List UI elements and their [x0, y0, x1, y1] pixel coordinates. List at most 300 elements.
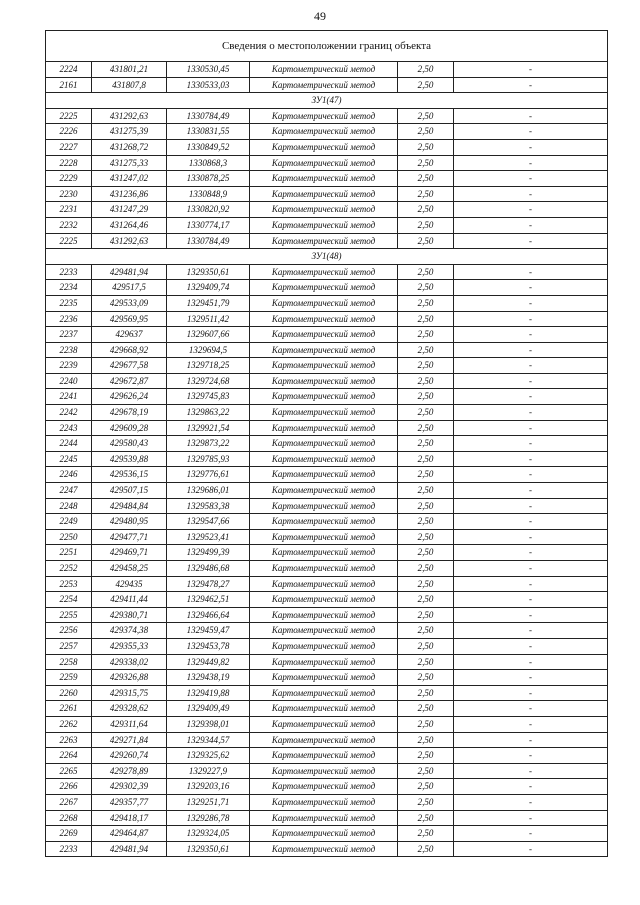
- x-coordinate-cell: 429481,94: [92, 841, 167, 857]
- x-coordinate-cell: 429338,02: [92, 654, 167, 670]
- table-row: [46, 217, 608, 233]
- method-cell: Картометрический метод: [250, 748, 398, 764]
- y-coordinate-cell: 1329745,83: [167, 389, 250, 405]
- x-coordinate-cell: 429315,75: [92, 685, 167, 701]
- method-cell: Картометрический метод: [250, 405, 398, 421]
- y-coordinate-cell: 1329921,54: [167, 420, 250, 436]
- y-coordinate-cell: 1329511,42: [167, 311, 250, 327]
- note-cell: -: [454, 233, 608, 249]
- method-cell: Картометрический метод: [250, 124, 398, 140]
- accuracy-cell: 2,50: [398, 342, 454, 358]
- accuracy-cell: 2,50: [398, 607, 454, 623]
- point-number-cell: 2241: [46, 389, 92, 405]
- accuracy-cell: 2,50: [398, 794, 454, 810]
- y-coordinate-cell: 1329466,64: [167, 607, 250, 623]
- note-cell: -: [454, 638, 608, 654]
- note-cell: -: [454, 483, 608, 499]
- y-coordinate-cell: 1330831,55: [167, 124, 250, 140]
- table-row: [46, 171, 608, 187]
- point-number-cell: 2242: [46, 405, 92, 421]
- point-number-cell: 2265: [46, 763, 92, 779]
- table-row: [46, 295, 608, 311]
- x-coordinate-cell: 429481,94: [92, 264, 167, 280]
- y-coordinate-cell: 1329607,66: [167, 327, 250, 343]
- method-cell: Картометрический метод: [250, 171, 398, 187]
- x-coordinate-cell: 431292,63: [92, 108, 167, 124]
- x-coordinate-cell: 431807,8: [92, 77, 167, 93]
- point-number-cell: 2256: [46, 623, 92, 639]
- note-cell: -: [454, 592, 608, 608]
- table-row: [46, 62, 608, 78]
- y-coordinate-cell: 1330784,49: [167, 108, 250, 124]
- method-cell: Картометрический метод: [250, 529, 398, 545]
- y-coordinate-cell: 1330878,25: [167, 171, 250, 187]
- point-number-cell: 2229: [46, 171, 92, 187]
- y-coordinate-cell: 1330820,92: [167, 202, 250, 218]
- table-row: [46, 451, 608, 467]
- x-coordinate-cell: 429374,38: [92, 623, 167, 639]
- note-cell: -: [454, 467, 608, 483]
- x-coordinate-cell: 429569,95: [92, 311, 167, 327]
- y-coordinate-cell: 1329438,19: [167, 670, 250, 686]
- y-coordinate-cell: 1329724,68: [167, 373, 250, 389]
- y-coordinate-cell: 1329227,9: [167, 763, 250, 779]
- table-row: [46, 108, 608, 124]
- table-row: [46, 545, 608, 561]
- method-cell: Картометрический метод: [250, 311, 398, 327]
- y-coordinate-cell: 1330530,45: [167, 62, 250, 78]
- x-coordinate-cell: 429626,24: [92, 389, 167, 405]
- note-cell: -: [454, 77, 608, 93]
- accuracy-cell: 2,50: [398, 405, 454, 421]
- y-coordinate-cell: 1329547,66: [167, 514, 250, 530]
- y-coordinate-cell: 1329863,22: [167, 405, 250, 421]
- note-cell: -: [454, 779, 608, 795]
- x-coordinate-cell: 431801,21: [92, 62, 167, 78]
- x-coordinate-cell: 429580,43: [92, 436, 167, 452]
- method-cell: Картометрический метод: [250, 139, 398, 155]
- method-cell: Картометрический метод: [250, 389, 398, 405]
- y-coordinate-cell: 1329499,39: [167, 545, 250, 561]
- x-coordinate-cell: 429539,88: [92, 451, 167, 467]
- y-coordinate-cell: 1329486,68: [167, 561, 250, 577]
- point-number-cell: 2254: [46, 592, 92, 608]
- note-cell: -: [454, 451, 608, 467]
- note-cell: -: [454, 763, 608, 779]
- table-row: [46, 841, 608, 857]
- y-coordinate-cell: 1329324,05: [167, 826, 250, 842]
- point-number-cell: 2268: [46, 810, 92, 826]
- point-number-cell: 2233: [46, 841, 92, 857]
- y-coordinate-cell: 1330533,03: [167, 77, 250, 93]
- method-cell: Картометрический метод: [250, 342, 398, 358]
- method-cell: Картометрический метод: [250, 264, 398, 280]
- point-number-cell: 2226: [46, 124, 92, 140]
- note-cell: -: [454, 826, 608, 842]
- note-cell: -: [454, 529, 608, 545]
- x-coordinate-cell: 429328,62: [92, 701, 167, 717]
- note-cell: -: [454, 436, 608, 452]
- accuracy-cell: 2,50: [398, 763, 454, 779]
- method-cell: Картометрический метод: [250, 779, 398, 795]
- table-row: [46, 139, 608, 155]
- point-number-cell: 2253: [46, 576, 92, 592]
- accuracy-cell: 2,50: [398, 592, 454, 608]
- y-coordinate-cell: 1329785,93: [167, 451, 250, 467]
- x-coordinate-cell: 429469,71: [92, 545, 167, 561]
- x-coordinate-cell: 429311,64: [92, 716, 167, 732]
- accuracy-cell: 2,50: [398, 358, 454, 374]
- table-row: [46, 561, 608, 577]
- note-cell: -: [454, 264, 608, 280]
- x-coordinate-cell: 429411,44: [92, 592, 167, 608]
- y-coordinate-cell: 1330849,52: [167, 139, 250, 155]
- accuracy-cell: 2,50: [398, 451, 454, 467]
- accuracy-cell: 2,50: [398, 561, 454, 577]
- x-coordinate-cell: 429380,71: [92, 607, 167, 623]
- point-number-cell: 2237: [46, 327, 92, 343]
- point-number-cell: 2266: [46, 779, 92, 795]
- table-title-row: [46, 31, 608, 62]
- point-number-cell: 2263: [46, 732, 92, 748]
- x-coordinate-cell: 431275,33: [92, 155, 167, 171]
- point-number-cell: 2224: [46, 62, 92, 78]
- x-coordinate-cell: 429677,58: [92, 358, 167, 374]
- method-cell: Картометрический метод: [250, 358, 398, 374]
- point-number-cell: 2227: [46, 139, 92, 155]
- accuracy-cell: 2,50: [398, 514, 454, 530]
- y-coordinate-cell: 1329251,71: [167, 794, 250, 810]
- note-cell: -: [454, 139, 608, 155]
- accuracy-cell: 2,50: [398, 62, 454, 78]
- accuracy-cell: 2,50: [398, 716, 454, 732]
- point-number-cell: 2257: [46, 638, 92, 654]
- x-coordinate-cell: 429480,95: [92, 514, 167, 530]
- point-number-cell: 2250: [46, 529, 92, 545]
- point-number-cell: 2264: [46, 748, 92, 764]
- note-cell: -: [454, 607, 608, 623]
- note-cell: -: [454, 701, 608, 717]
- accuracy-cell: 2,50: [398, 498, 454, 514]
- point-number-cell: 2239: [46, 358, 92, 374]
- table-row: [46, 405, 608, 421]
- y-coordinate-cell: 1329523,41: [167, 529, 250, 545]
- boundary-table: [45, 30, 608, 857]
- accuracy-cell: 2,50: [398, 155, 454, 171]
- note-cell: -: [454, 561, 608, 577]
- y-coordinate-cell: 1329325,62: [167, 748, 250, 764]
- y-coordinate-cell: 1329459,47: [167, 623, 250, 639]
- method-cell: Картометрический метод: [250, 186, 398, 202]
- table-row: [46, 779, 608, 795]
- note-cell: -: [454, 498, 608, 514]
- y-coordinate-cell: 1329449,82: [167, 654, 250, 670]
- point-number-cell: 2251: [46, 545, 92, 561]
- method-cell: Картометрический метод: [250, 108, 398, 124]
- note-cell: -: [454, 748, 608, 764]
- method-cell: Картометрический метод: [250, 576, 398, 592]
- x-coordinate-cell: 429517,5: [92, 280, 167, 296]
- x-coordinate-cell: 429464,87: [92, 826, 167, 842]
- accuracy-cell: 2,50: [398, 124, 454, 140]
- table-row: [46, 576, 608, 592]
- method-cell: Картометрический метод: [250, 810, 398, 826]
- point-number-cell: 2238: [46, 342, 92, 358]
- point-number-cell: 2247: [46, 483, 92, 499]
- x-coordinate-cell: 429355,33: [92, 638, 167, 654]
- point-number-cell: 2225: [46, 108, 92, 124]
- method-cell: Картометрический метод: [250, 514, 398, 530]
- point-number-cell: 2267: [46, 794, 92, 810]
- y-coordinate-cell: 1329453,78: [167, 638, 250, 654]
- y-coordinate-cell: 1330784,49: [167, 233, 250, 249]
- y-coordinate-cell: 1329776,61: [167, 467, 250, 483]
- note-cell: -: [454, 654, 608, 670]
- y-coordinate-cell: 1329286,78: [167, 810, 250, 826]
- point-number-cell: 2259: [46, 670, 92, 686]
- x-coordinate-cell: 431275,39: [92, 124, 167, 140]
- note-cell: -: [454, 389, 608, 405]
- method-cell: Картометрический метод: [250, 467, 398, 483]
- section-row: [46, 249, 608, 265]
- method-cell: Картометрический метод: [250, 202, 398, 218]
- table-row: [46, 436, 608, 452]
- note-cell: -: [454, 576, 608, 592]
- point-number-cell: 2240: [46, 373, 92, 389]
- accuracy-cell: 2,50: [398, 670, 454, 686]
- note-cell: -: [454, 217, 608, 233]
- note-cell: -: [454, 545, 608, 561]
- note-cell: -: [454, 732, 608, 748]
- table-row: [46, 654, 608, 670]
- accuracy-cell: 2,50: [398, 654, 454, 670]
- x-coordinate-cell: 429678,19: [92, 405, 167, 421]
- table-row: [46, 623, 608, 639]
- note-cell: -: [454, 124, 608, 140]
- accuracy-cell: 2,50: [398, 233, 454, 249]
- table-row: [46, 716, 608, 732]
- point-number-cell: 2234: [46, 280, 92, 296]
- point-number-cell: 2248: [46, 498, 92, 514]
- accuracy-cell: 2,50: [398, 139, 454, 155]
- method-cell: Картометрический метод: [250, 420, 398, 436]
- y-coordinate-cell: 1329451,79: [167, 295, 250, 311]
- note-cell: -: [454, 685, 608, 701]
- y-coordinate-cell: 1329350,61: [167, 264, 250, 280]
- table-row: [46, 748, 608, 764]
- section-label: ЗУ1(47): [46, 93, 608, 109]
- x-coordinate-cell: 429668,92: [92, 342, 167, 358]
- table-row: [46, 155, 608, 171]
- x-coordinate-cell: 429672,87: [92, 373, 167, 389]
- x-coordinate-cell: 429357,77: [92, 794, 167, 810]
- note-cell: -: [454, 794, 608, 810]
- table-row: [46, 670, 608, 686]
- y-coordinate-cell: 1330868,3: [167, 155, 250, 171]
- accuracy-cell: 2,50: [398, 732, 454, 748]
- x-coordinate-cell: 431236,86: [92, 186, 167, 202]
- note-cell: -: [454, 358, 608, 374]
- table-row: [46, 202, 608, 218]
- x-coordinate-cell: 429435: [92, 576, 167, 592]
- accuracy-cell: 2,50: [398, 779, 454, 795]
- x-coordinate-cell: 431292,63: [92, 233, 167, 249]
- method-cell: Картометрический метод: [250, 716, 398, 732]
- method-cell: Картометрический метод: [250, 763, 398, 779]
- accuracy-cell: 2,50: [398, 748, 454, 764]
- table-title: Сведения о местоположении границ объекта: [46, 31, 608, 62]
- method-cell: Картометрический метод: [250, 670, 398, 686]
- accuracy-cell: 2,50: [398, 186, 454, 202]
- method-cell: Картометрический метод: [250, 233, 398, 249]
- point-number-cell: 2243: [46, 420, 92, 436]
- accuracy-cell: 2,50: [398, 841, 454, 857]
- table-row: [46, 514, 608, 530]
- point-number-cell: 2269: [46, 826, 92, 842]
- x-coordinate-cell: 429533,09: [92, 295, 167, 311]
- table-row: [46, 592, 608, 608]
- table-row: [46, 685, 608, 701]
- x-coordinate-cell: 431264,46: [92, 217, 167, 233]
- table-row: [46, 389, 608, 405]
- accuracy-cell: 2,50: [398, 77, 454, 93]
- point-number-cell: 2245: [46, 451, 92, 467]
- point-number-cell: 2161: [46, 77, 92, 93]
- method-cell: Картометрический метод: [250, 155, 398, 171]
- accuracy-cell: 2,50: [398, 264, 454, 280]
- accuracy-cell: 2,50: [398, 389, 454, 405]
- x-coordinate-cell: 429326,88: [92, 670, 167, 686]
- x-coordinate-cell: 431247,02: [92, 171, 167, 187]
- method-cell: Картометрический метод: [250, 592, 398, 608]
- point-number-cell: 2246: [46, 467, 92, 483]
- x-coordinate-cell: 429458,25: [92, 561, 167, 577]
- method-cell: Картометрический метод: [250, 280, 398, 296]
- method-cell: Картометрический метод: [250, 561, 398, 577]
- note-cell: -: [454, 186, 608, 202]
- x-coordinate-cell: 429507,15: [92, 483, 167, 499]
- point-number-cell: 2261: [46, 701, 92, 717]
- accuracy-cell: 2,50: [398, 311, 454, 327]
- y-coordinate-cell: 1329203,16: [167, 779, 250, 795]
- section-label: ЗУ1(48): [46, 249, 608, 265]
- table-row: [46, 763, 608, 779]
- accuracy-cell: 2,50: [398, 623, 454, 639]
- table-row: [46, 124, 608, 140]
- x-coordinate-cell: 429484,84: [92, 498, 167, 514]
- accuracy-cell: 2,50: [398, 295, 454, 311]
- x-coordinate-cell: 429302,39: [92, 779, 167, 795]
- method-cell: Картометрический метод: [250, 623, 398, 639]
- point-number-cell: 2236: [46, 311, 92, 327]
- method-cell: Картометрический метод: [250, 77, 398, 93]
- table-row: [46, 311, 608, 327]
- table-row: [46, 186, 608, 202]
- note-cell: -: [454, 171, 608, 187]
- accuracy-cell: 2,50: [398, 373, 454, 389]
- table-row: [46, 264, 608, 280]
- y-coordinate-cell: 1329686,01: [167, 483, 250, 499]
- x-coordinate-cell: 429271,84: [92, 732, 167, 748]
- method-cell: Картометрический метод: [250, 841, 398, 857]
- table-row: [46, 810, 608, 826]
- accuracy-cell: 2,50: [398, 108, 454, 124]
- note-cell: -: [454, 311, 608, 327]
- y-coordinate-cell: 1330774,17: [167, 217, 250, 233]
- table-row: [46, 420, 608, 436]
- method-cell: Картометрический метод: [250, 701, 398, 717]
- x-coordinate-cell: 429637: [92, 327, 167, 343]
- x-coordinate-cell: 429418,17: [92, 810, 167, 826]
- y-coordinate-cell: 1329350,61: [167, 841, 250, 857]
- note-cell: -: [454, 670, 608, 686]
- table-row: [46, 638, 608, 654]
- x-coordinate-cell: 429477,71: [92, 529, 167, 545]
- note-cell: -: [454, 280, 608, 296]
- point-number-cell: 2244: [46, 436, 92, 452]
- method-cell: Картометрический метод: [250, 498, 398, 514]
- y-coordinate-cell: 1329462,51: [167, 592, 250, 608]
- note-cell: -: [454, 810, 608, 826]
- note-cell: -: [454, 108, 608, 124]
- table-row: [46, 77, 608, 93]
- boundary-table-container: [45, 30, 607, 857]
- note-cell: -: [454, 716, 608, 732]
- table-body: [46, 31, 608, 857]
- note-cell: -: [454, 420, 608, 436]
- point-number-cell: 2258: [46, 654, 92, 670]
- y-coordinate-cell: 1329478,27: [167, 576, 250, 592]
- y-coordinate-cell: 1329718,25: [167, 358, 250, 374]
- point-number-cell: 2252: [46, 561, 92, 577]
- accuracy-cell: 2,50: [398, 217, 454, 233]
- method-cell: Картометрический метод: [250, 654, 398, 670]
- accuracy-cell: 2,50: [398, 202, 454, 218]
- y-coordinate-cell: 1330848,9: [167, 186, 250, 202]
- accuracy-cell: 2,50: [398, 327, 454, 343]
- accuracy-cell: 2,50: [398, 529, 454, 545]
- point-number-cell: 2235: [46, 295, 92, 311]
- note-cell: -: [454, 327, 608, 343]
- table-row: [46, 467, 608, 483]
- accuracy-cell: 2,50: [398, 545, 454, 561]
- point-number-cell: 2228: [46, 155, 92, 171]
- y-coordinate-cell: 1329873,22: [167, 436, 250, 452]
- table-row: [46, 233, 608, 249]
- method-cell: Картометрический метод: [250, 607, 398, 623]
- point-number-cell: 2231: [46, 202, 92, 218]
- y-coordinate-cell: 1329398,01: [167, 716, 250, 732]
- point-number-cell: 2225: [46, 233, 92, 249]
- note-cell: -: [454, 155, 608, 171]
- x-coordinate-cell: 429260,74: [92, 748, 167, 764]
- page-number: 49: [314, 9, 326, 23]
- note-cell: -: [454, 841, 608, 857]
- table-row: [46, 327, 608, 343]
- x-coordinate-cell: 429609,28: [92, 420, 167, 436]
- point-number-cell: 2232: [46, 217, 92, 233]
- note-cell: -: [454, 623, 608, 639]
- table-row: [46, 529, 608, 545]
- x-coordinate-cell: 429536,15: [92, 467, 167, 483]
- y-coordinate-cell: 1329419,88: [167, 685, 250, 701]
- y-coordinate-cell: 1329409,49: [167, 701, 250, 717]
- point-number-cell: 2255: [46, 607, 92, 623]
- x-coordinate-cell: 431247,29: [92, 202, 167, 218]
- table-row: [46, 373, 608, 389]
- section-row: [46, 93, 608, 109]
- accuracy-cell: 2,50: [398, 826, 454, 842]
